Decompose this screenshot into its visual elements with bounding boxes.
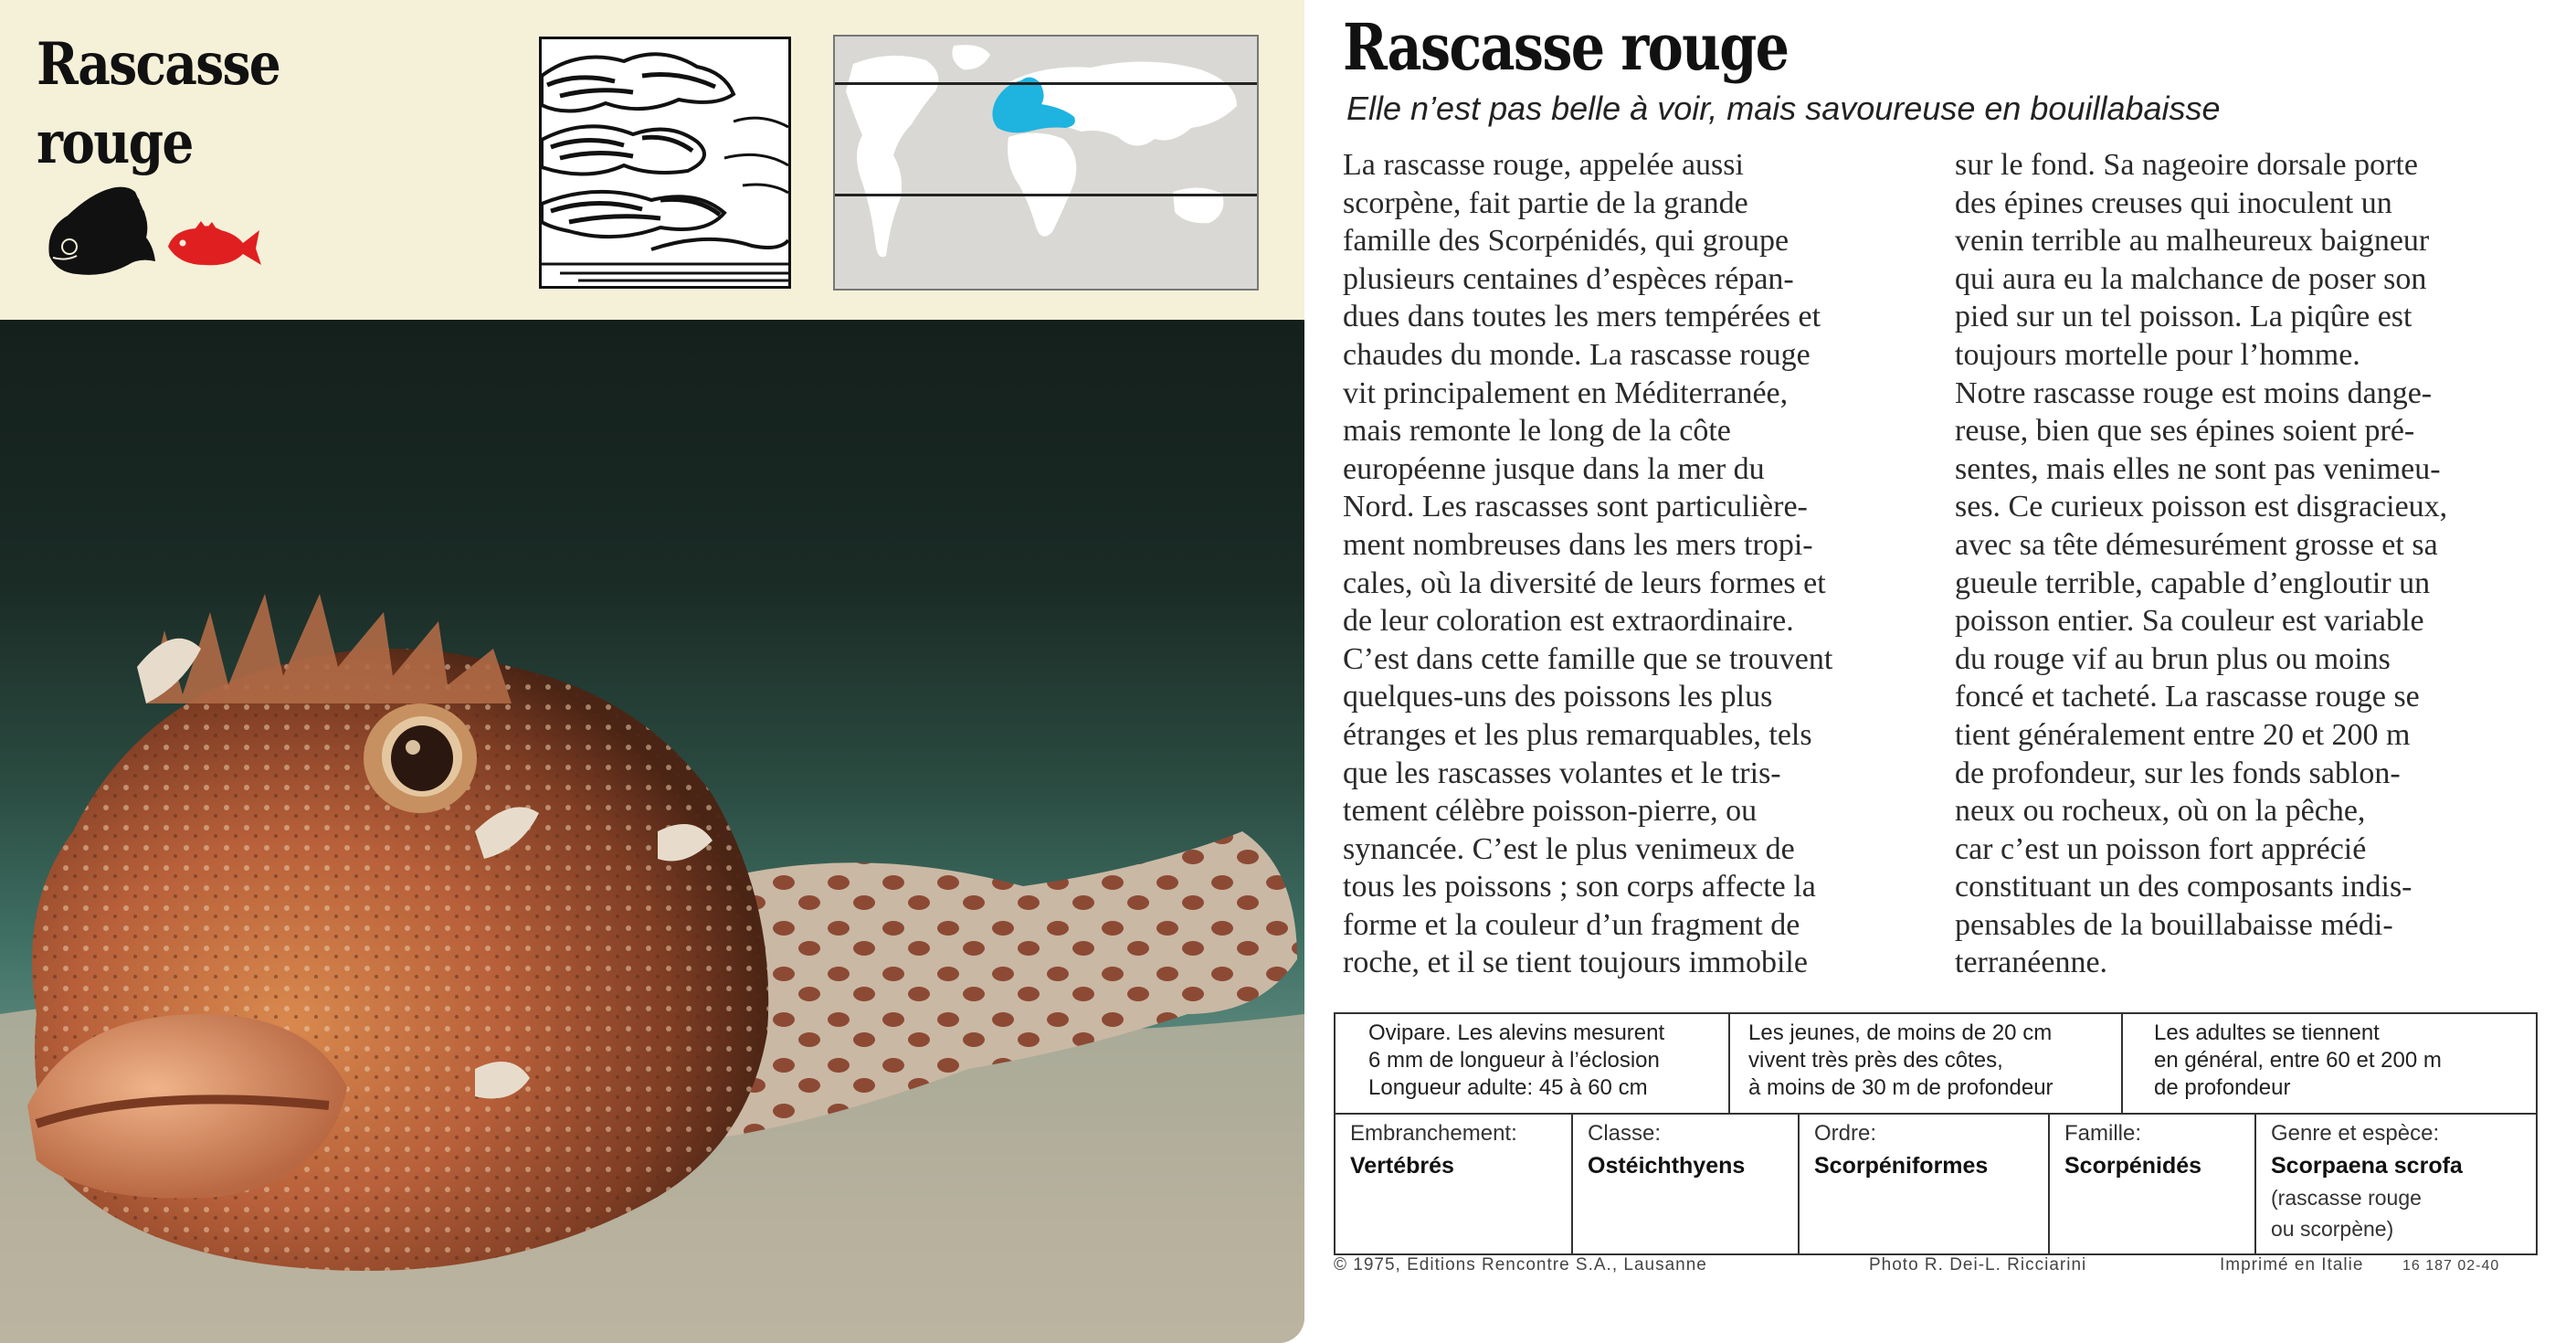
text-line: ment nombreuses dans les mers tropi-	[1343, 527, 1813, 562]
text-line: de profondeur, sur les fonds sablon-	[1955, 756, 2401, 790]
order-label: Ordre:	[1814, 1121, 1877, 1146]
distribution-map	[833, 35, 1259, 291]
scorpionfish-photo	[0, 320, 1304, 1343]
class-cell	[1571, 1115, 1798, 1253]
printed-in: Imprimé en Italie	[2220, 1255, 2364, 1274]
text-line: roche, et il se tient toujours immobile	[1343, 946, 1808, 980]
phylum-value: Vertébrés	[1350, 1153, 1454, 1179]
text-line: tient généralement entre 20 et 200 m	[1955, 717, 2411, 752]
info-line: à moins de 30 m de profondeur	[1748, 1075, 2053, 1100]
map-divider-line	[835, 194, 1257, 196]
fish-red-icon	[164, 219, 265, 274]
text-line: cales, où la diversité de leurs formes et	[1343, 566, 1826, 600]
rocky-seabed-habitat-icon	[542, 39, 788, 286]
text-line: tement célèbre poisson-pierre, ou	[1343, 794, 1758, 829]
card-title-line1: Rascasse	[37, 30, 280, 99]
map-divider-line	[835, 82, 1257, 85]
text-line: terranéenne.	[1955, 946, 2108, 980]
info-line: 6 mm de longueur à l’éclosion	[1368, 1048, 1660, 1073]
text-line: constituant un des composants indis-	[1955, 870, 2412, 904]
card-code: 16 187 02-40	[2402, 1258, 2500, 1274]
phylum-label: Embranchement:	[1350, 1121, 1517, 1146]
text-line: vit principalement en Méditerranée,	[1343, 375, 1789, 410]
order-value: Scorpéniformes	[1814, 1153, 1989, 1179]
text-line: famille des Scorpénidés, qui groupe	[1343, 224, 1789, 259]
life-cycle-row	[1336, 1014, 2536, 1115]
juveniles-cell	[1728, 1014, 2121, 1113]
text-line: Notre rascasse rouge est moins dange-	[1955, 375, 2433, 410]
info-line: Ovipare. Les alevins mesurent	[1368, 1020, 1665, 1045]
card-title	[37, 26, 366, 183]
text-line: reuse, bien que ses épines soient pré-	[1955, 414, 2415, 449]
card-back	[1315, 0, 2576, 1343]
text-line: avec sa tête démesurément grosse et sa	[1955, 527, 2438, 562]
text-line: chaudes du monde. La rascasse rouge	[1343, 337, 1811, 372]
species-common-name: ou scorpène)	[2271, 1217, 2394, 1241]
info-line: Les jeunes, de moins de 20 cm	[1748, 1020, 2053, 1045]
text-line: Nord. Les rascasses sont particulière-	[1343, 490, 1808, 524]
article-title: Rascasse rouge	[1343, 9, 1789, 85]
species-cell	[2254, 1115, 2536, 1253]
text-line: de leur coloration est extraordinaire.	[1343, 604, 1794, 639]
family-cell	[2048, 1115, 2254, 1253]
info-line: en général, entre 60 et 200 m	[2154, 1048, 2442, 1073]
text-line: La rascasse rouge, appelée aussi	[1343, 148, 1744, 182]
text-line: pensables de la bouillabaisse médi-	[1955, 907, 2393, 942]
text-line: neux ou rocheux, où on la pêche,	[1955, 794, 2366, 829]
text-line: sur le fond. Sa nageoire dorsale porte	[1955, 148, 2418, 182]
text-line: dues dans toutes les mers tempérées et	[1343, 300, 1821, 334]
fish-photograph	[0, 320, 1304, 1343]
order-cell	[1798, 1115, 2048, 1253]
info-table	[1334, 1012, 2538, 1255]
text-line: du rouge vif au brun plus ou moins	[1955, 641, 2391, 676]
class-value: Ostéichthyens	[1588, 1153, 1746, 1179]
text-column-right	[1955, 146, 2521, 982]
article-subtitle: Elle n’est pas belle à voir, mais savoureuse en bouillabaisse	[1346, 90, 2221, 127]
text-line: quelques-uns des poissons les plus	[1343, 680, 1773, 714]
text-line: toujours mortelle pour l’homme.	[1955, 337, 2360, 372]
text-line: que les rascasses volantes et le tris-	[1343, 756, 1781, 790]
text-line: tous les poissons ; son corps affecte la	[1343, 870, 1816, 904]
text-column-left	[1343, 146, 1909, 982]
text-line: étranges et les plus remarquables, tels	[1343, 717, 1812, 752]
copyright-text: © 1975, Editions Rencontre S.A., Lausanne	[1334, 1255, 1707, 1274]
taxonomy-row	[1336, 1115, 2536, 1253]
info-line: Longueur adulte: 45 à 60 cm	[1368, 1075, 1648, 1100]
class-label: Classe:	[1588, 1121, 1662, 1146]
text-line: mais remonte le long de la côte	[1343, 414, 1731, 449]
info-line: de profondeur	[2154, 1075, 2291, 1100]
card-header	[0, 0, 1304, 320]
text-line: ses. Ce curieux poisson est disgracieux,	[1955, 490, 2448, 524]
family-value: Scorpénidés	[2064, 1153, 2202, 1179]
info-line: Les adultes se tiennent	[2154, 1020, 2380, 1045]
reproduction-cell	[1336, 1014, 1728, 1113]
fish-silhouette-black-icon	[40, 183, 159, 283]
species-value: Scorpaena scrofa	[2271, 1153, 2463, 1179]
text-line: car c’est un poisson fort apprécié	[1955, 831, 2367, 866]
text-line: européenne jusque dans la mer du	[1343, 451, 1765, 486]
adults-cell	[2121, 1014, 2536, 1113]
card-title-line2: rouge	[37, 109, 193, 177]
species-common-name: (rascasse rouge	[2271, 1186, 2422, 1210]
text-line: qui aura eu la malchance de poser son	[1955, 261, 2427, 296]
family-label: Famille:	[2064, 1121, 2142, 1146]
text-line: gueule terrible, capable d’engloutir un	[1955, 566, 2431, 600]
habitat-illustration	[539, 37, 791, 289]
text-line: des épines creuses qui inoculent un	[1955, 185, 2392, 220]
text-line: scorpène, fait partie de la grande	[1343, 185, 1748, 220]
text-line: foncé et tacheté. La rascasse rouge se	[1955, 680, 2420, 714]
world-distribution-map-icon	[835, 37, 1257, 289]
text-line: sentes, mais elles ne sont pas venimeu-	[1955, 451, 2441, 486]
species-label: Genre et espèce:	[2271, 1121, 2440, 1146]
text-line: poisson entier. Sa couleur est variable	[1955, 604, 2424, 639]
text-line: forme et la couleur d’un fragment de	[1343, 907, 1800, 942]
text-line: venin terrible au malheureux baigneur	[1955, 224, 2430, 259]
phylum-cell	[1336, 1115, 1571, 1253]
text-line: C’est dans cette famille que se trouvent	[1343, 641, 1833, 676]
info-line: vivent très près des côtes,	[1748, 1048, 2003, 1073]
text-line: synancée. C’est le plus venimeux de	[1343, 831, 1795, 866]
text-line: plusieurs centaines d’espèces répan-	[1343, 261, 1794, 296]
text-line: pied sur un tel poisson. La piqûre est	[1955, 300, 2412, 334]
photo-credit: Photo R. Dei-L. Ricciarini	[1869, 1255, 2087, 1274]
